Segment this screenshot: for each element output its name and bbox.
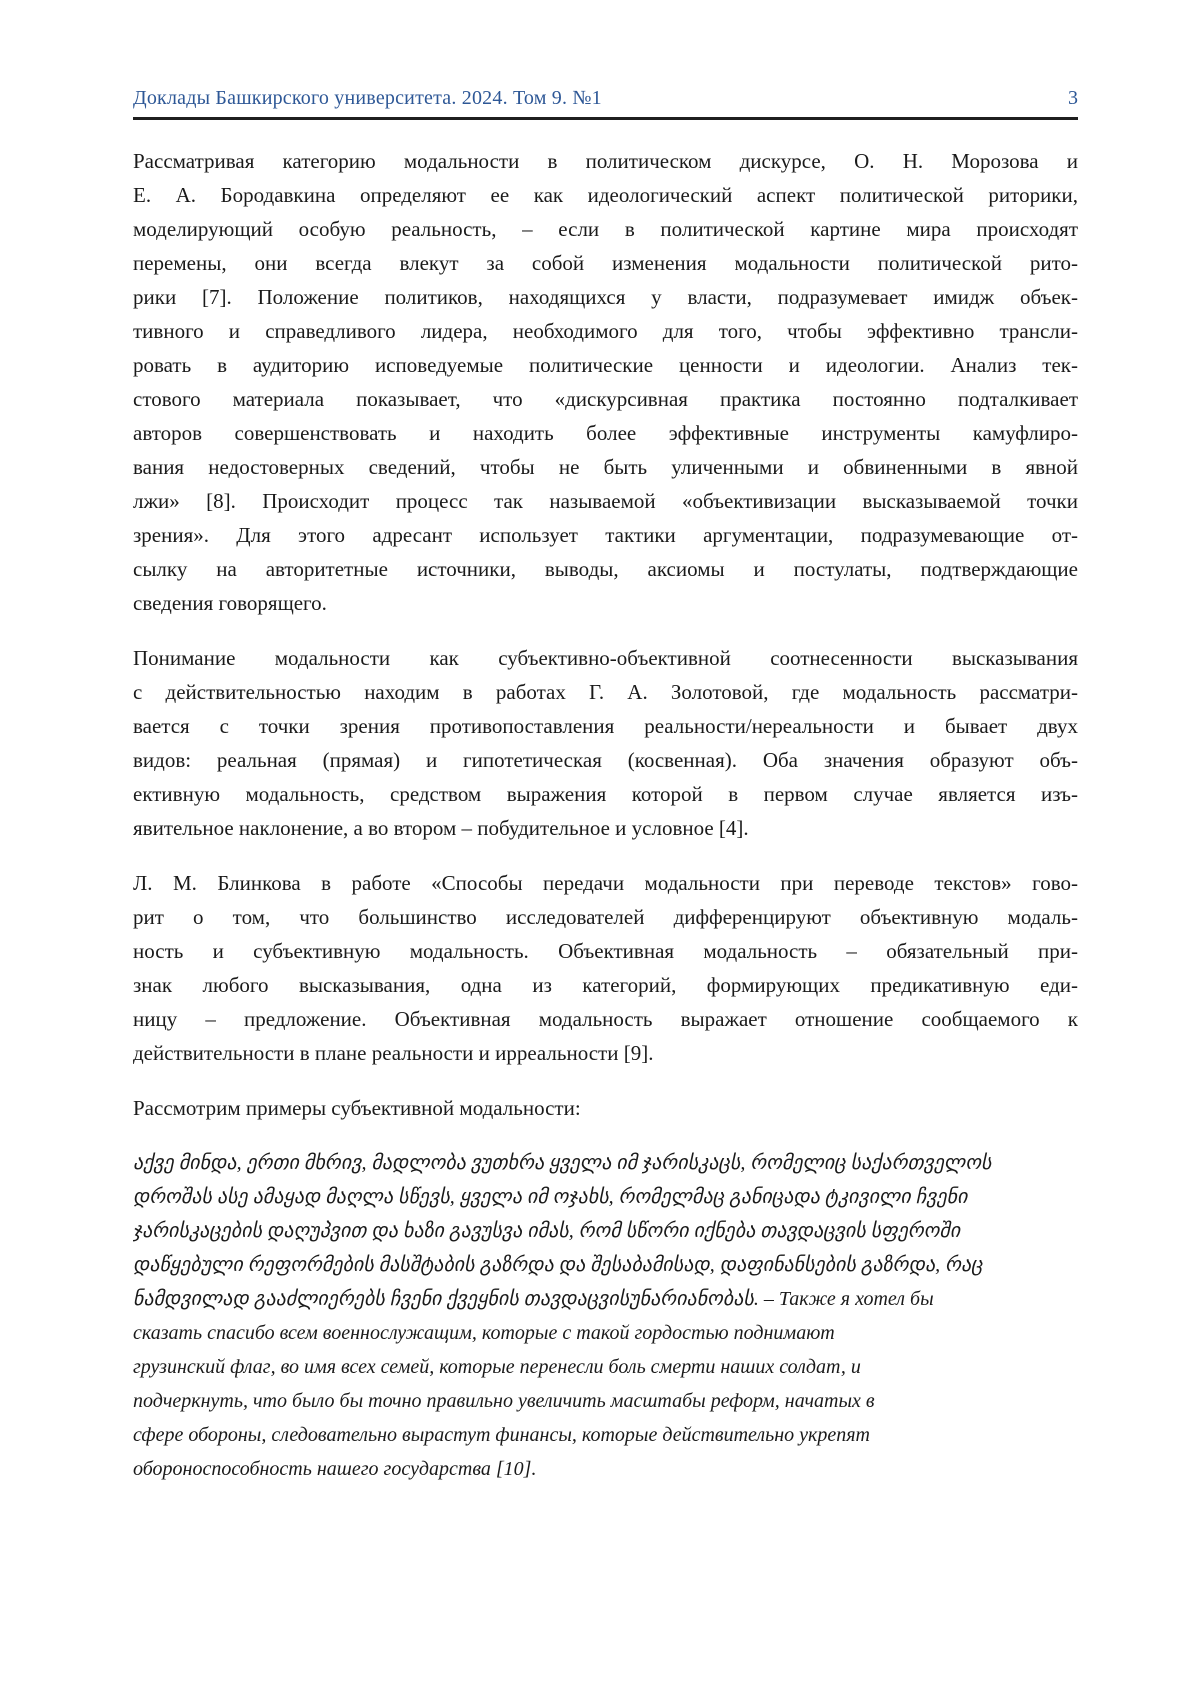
text-line: ровать в аудиторию исповедуемые политические ценности и идеологии. Анализ тек- xyxy=(133,353,1078,377)
quote-paragraph xyxy=(133,1146,1078,1486)
text-line: тивного и справедливого лидера, необходимого для того, чтобы эффективно трансли- xyxy=(133,319,1078,343)
text-line: აქვე მინდა, ერთი მხრივ, მადლობა ვუთხრა ყველა იმ ჯარისკაცს, რომელიც საქართველოს xyxy=(133,1152,992,1174)
text-line: сведения говорящего. xyxy=(133,591,327,615)
text-line: рики [7]. Положение политиков, находящихся у власти, подразумевает имидж объек- xyxy=(133,285,1078,309)
text-line: с действительностью находим в работах Г. А. Золотовой, где модальность рассматри- xyxy=(133,680,1078,704)
text-line: стового материала показывает, что «дискурсивная практика постоянно подталкивает xyxy=(133,387,1078,411)
text-line: ნამდვილად გააძლიერებს ჩვენი ქვეყნის თავდაცვისუნარიანობას. – Также я хотел бы xyxy=(133,1288,934,1310)
text-line: явительное наклонение, а во втором – побудительное и условное [4]. xyxy=(133,816,749,840)
text-line: Рассмотрим примеры субъективной модальности: xyxy=(133,1096,581,1120)
text-line: видов: реальная (прямая) и гипотетическая (косвенная). Оба значения образуют объ- xyxy=(133,748,1078,772)
page-header xyxy=(133,86,1078,120)
text-line: вается с точки зрения противопоставления реальности/нереальности и бывает двух xyxy=(133,714,1078,738)
text-line: Понимание модальности как субъективно-объективной соотнесенности высказывания xyxy=(133,646,1078,670)
page-number: 3 xyxy=(1068,87,1078,109)
text-line: грузинский флаг, во имя всех семей, которые перенесли боль смерти наших солдат, и xyxy=(133,1356,861,1378)
text-line: перемены, они всегда влекут за собой изменения модальности политической рито- xyxy=(133,251,1078,275)
text-line: зрения». Для этого адресант использует тактики аргументации, подразумевающие от- xyxy=(133,523,1078,547)
text-line: ницу – предложение. Объективная модальность выражает отношение сообщаемого к xyxy=(133,1007,1078,1031)
text-line: действительности в плане реальности и ирреальности [9]. xyxy=(133,1041,654,1065)
text-line: обороноспособность нашего государства [10]. xyxy=(133,1458,537,1480)
page-body xyxy=(133,144,1078,1486)
paragraph xyxy=(133,144,1078,620)
paragraph xyxy=(133,866,1078,1070)
text-line: Л. М. Блинкова в работе «Способы передачи модальности при переводе текстов» гово- xyxy=(133,871,1078,895)
text-line: ность и субъективную модальность. Объективная модальность – обязательный при- xyxy=(133,939,1078,963)
text-line: лжи» [8]. Происходит процесс так называемой «объективизации высказываемой точки xyxy=(133,489,1078,513)
text-line: рит о том, что большинство исследователей дифференцируют объективную модаль- xyxy=(133,905,1078,929)
text-line: моделирующий особую реальность, – если в политической картине мира происходят xyxy=(133,217,1078,241)
text-line: авторов совершенствовать и находить более эффективные инструменты камуфлиро- xyxy=(133,421,1078,445)
text-line: сказать спасибо всем военнослужащим, которые с такой гордостью поднимают xyxy=(133,1322,835,1344)
text-line: подчеркнуть, что было бы точно правильно увеличить масштабы реформ, начатых в xyxy=(133,1390,875,1412)
text-line: Е. А. Бородавкина определяют ее как идеологический аспект политической риторики, xyxy=(133,183,1078,207)
text-line: ективную модальность, средством выражения которой в первом случае является изъ- xyxy=(133,782,1078,806)
journal-title: Доклады Башкирского университета. 2024. Том 9. №1 xyxy=(133,87,602,109)
text-line: Рассматривая категорию модальности в политическом дискурсе, О. Н. Морозова и xyxy=(133,149,1078,173)
text-line: ჯარისკაცების დაღუპვით და ხაზი გავუსვა იმას, რომ სწორი იქნება თავდაცვის სფეროში xyxy=(133,1220,961,1242)
text-line: вания недостоверных сведений, чтобы не быть уличенными и обвиненными в явной xyxy=(133,455,1078,479)
text-line: знак любого высказывания, одна из категорий, формирующих предикативную еди- xyxy=(133,973,1078,997)
paragraph xyxy=(133,641,1078,845)
text-line: сфере обороны, следовательно вырастут финансы, которые действительно укрепят xyxy=(133,1424,870,1446)
text-line: сылку на авторитетные источники, выводы, аксиомы и постулаты, подтверждающие xyxy=(133,557,1078,581)
text-line: დაწყებული რეფორმების მასშტაბის გაზრდა და შესაბამისად, დაფინანსების გაზრდა, რაც xyxy=(133,1254,983,1276)
paragraph xyxy=(133,1091,1078,1125)
text-line: დროშას ასე ამაყად მაღლა სწევს, ყველა იმ ოჯახს, რომელმაც განიცადა ტკივილი ჩვენი xyxy=(133,1186,968,1208)
